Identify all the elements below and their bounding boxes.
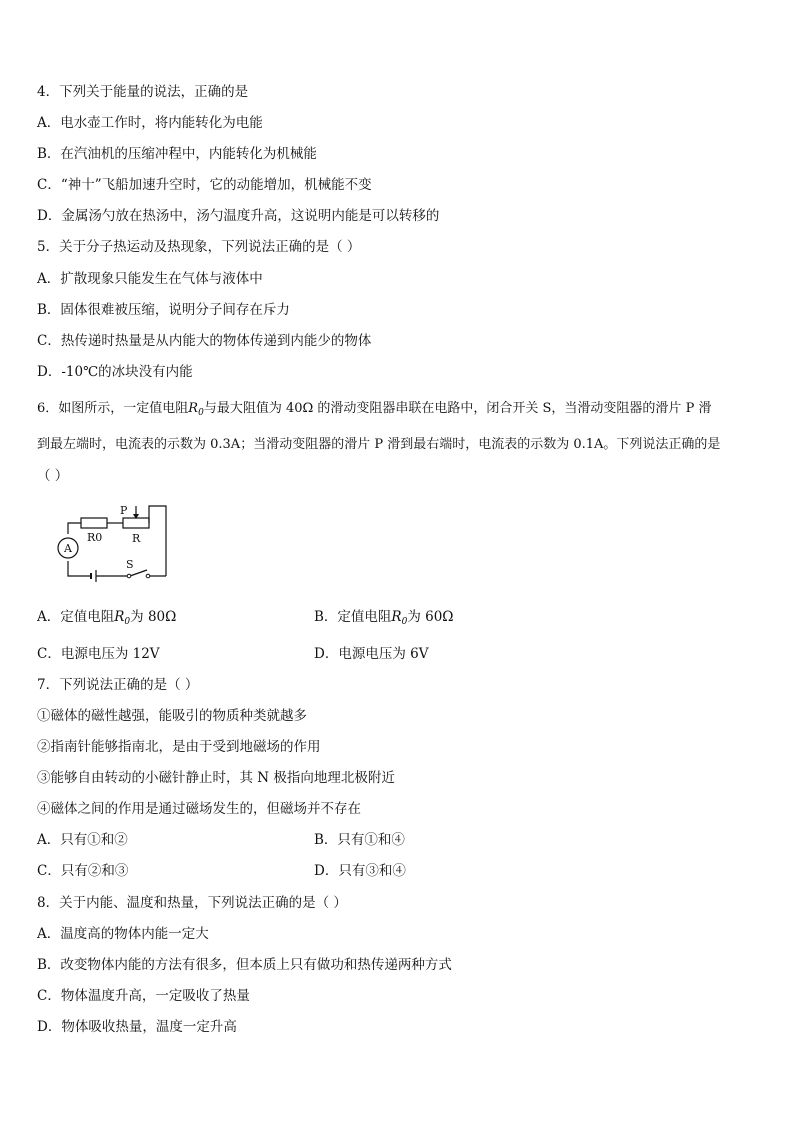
q8-option-b: B．改变物体内能的方法有很多，但本质上只有做功和热传递两种方式: [37, 957, 452, 973]
q7-stem: 7．下列说法正确的是（ ）: [37, 677, 199, 693]
q6-stem-line3: （ ）: [37, 468, 69, 484]
q4-stem: 4．下列关于能量的说法，正确的是: [37, 84, 249, 100]
wire-right: [149, 506, 166, 576]
q8-option-a: A．温度高的物体内能一定大: [37, 926, 209, 942]
label-r0: R0: [87, 531, 103, 544]
q8-option-c: C．物体温度升高，一定吸收了热量: [37, 988, 250, 1004]
r0-symbol: $R_0$: [188, 401, 204, 418]
q7-item-2: ②指南针能够指南北，是由于受到地磁场的作用: [37, 739, 321, 755]
q4-option-d: D．金属汤勺放在热汤中，汤勺温度升高，这说明内能是可以转移的: [37, 208, 440, 224]
q7-option-d: D．只有③和④: [314, 863, 406, 879]
q7-option-a: A．只有①和②: [37, 832, 128, 848]
q6-stem-line1: 6．如图所示，一定值电阻$R_0$与最大阻值为 40Ω 的滑动变阻器串联在电路中，闭合开关 S，当滑动变阻器的滑片 P 滑: [37, 401, 712, 418]
q4-option-b: B．在汽油机的压缩冲程中，内能转化为机械能: [37, 146, 317, 162]
r0-symbol-b: $R_0$: [391, 609, 408, 627]
q6-stem-line2: 到最左端时，电流表的示数为 0.3A；当滑动变阻器的滑片 P 滑到最右端时，电流表的示数为 0.1A。下列说法正确的是: [37, 437, 721, 452]
q7-option-b: B．只有①和④: [314, 832, 405, 848]
q7-item-3: ③能够自由转动的小磁针静止时，其 N 极指向地理北极附近: [37, 770, 395, 786]
q4-option-a: A．电水壶工作时，将内能转化为电能: [37, 115, 263, 131]
label-p: P: [120, 504, 128, 517]
q6-option-b: B．定值电阻$R_0$为 60Ω: [314, 609, 454, 627]
rheostat-r: [123, 518, 149, 528]
q7-item-1: ①磁体的磁性越强，能吸引的物质种类就越多: [37, 708, 307, 724]
switch-contact-left: [127, 574, 131, 578]
q7-item-4: ④磁体之间的作用是通过磁场发生的，但磁场并不存在: [37, 801, 361, 817]
label-r: R: [132, 532, 141, 545]
q5-option-b: B．固体很难被压缩，说明分子间存在斥力: [37, 302, 290, 318]
wire-bottom-left: [68, 561, 91, 576]
resistor-r0: [81, 518, 107, 528]
circuit-diagram: [48, 500, 172, 584]
q6-option-d: D．电源电压为 6V: [314, 646, 429, 662]
q8-option-d: D．物体吸收热量，温度一定升高: [37, 1019, 237, 1035]
q5-option-a: A．扩散现象只能发生在气体与液体中: [37, 271, 263, 287]
q8-stem: 8．关于内能、温度和热量，下列说法正确的是（ ）: [37, 895, 347, 911]
label-a: A: [64, 542, 72, 555]
label-s: S: [126, 558, 134, 571]
switch-contact-right: [146, 574, 150, 578]
q7-option-c: C．只有②和③: [37, 863, 129, 879]
r0-symbol-a: $R_0$: [114, 609, 131, 627]
wire-top-left: [68, 523, 81, 534]
q5-option-c: C．热传递时热量是从内能大的物体传递到内能少的物体: [37, 333, 372, 349]
q5-stem: 5．关于分子热运动及热现象，下列说法正确的是（ ）: [37, 239, 361, 255]
q4-option-c: C．“神十”飞船加速升空时，它的动能增加，机械能不变: [37, 177, 372, 193]
q6-option-a: A．定值电阻$R_0$为 80Ω: [37, 609, 177, 627]
q6-option-c: C．电源电压为 12V: [37, 646, 160, 662]
q5-option-d: D．-10℃的冰块没有内能: [37, 364, 193, 380]
